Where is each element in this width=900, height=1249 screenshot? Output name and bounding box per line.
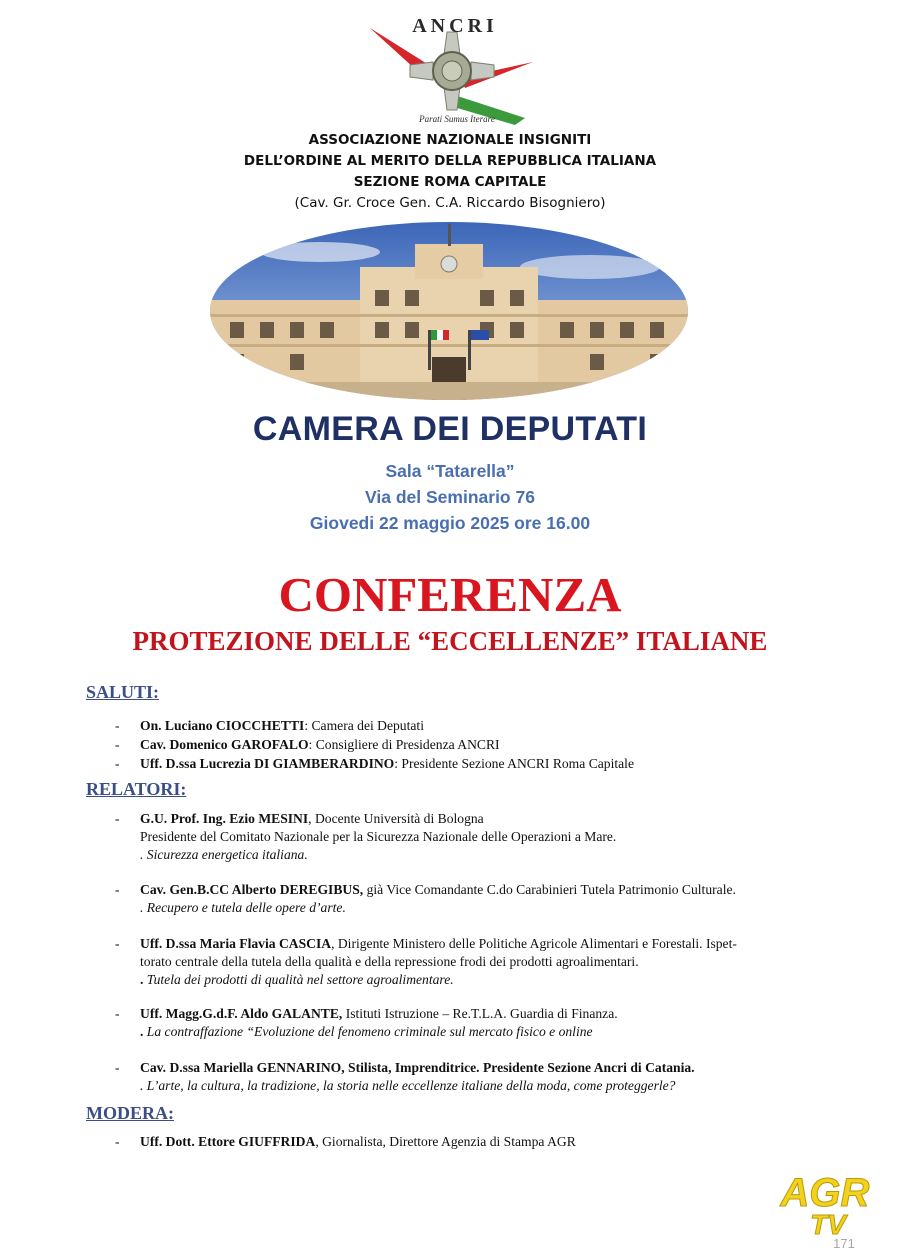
venue-date: Giovedi 22 maggio 2025 ore 16.00	[309, 513, 591, 533]
speaker-name: Uff. D.ssa Lucrezia DI GIAMBERARDINO	[140, 756, 395, 771]
saluti-heading: SALUTI:	[86, 682, 160, 702]
venue-room: Sala “Tatarella”	[385, 461, 515, 481]
talk-topic: . L’arte, la cultura, la tradizione, la storia nelle eccellenze italiane della moda, come proteggerle?	[140, 1078, 676, 1093]
speaker-name: Cav. Domenico GAROFALO	[140, 737, 309, 752]
speaker-role: : Camera dei Deputati	[304, 718, 424, 733]
org-header	[0, 130, 900, 214]
speaker-role: , Dirigente Ministero delle Politiche Agricole Alimentari e Forestali. Ispet-	[331, 936, 737, 951]
talk-topic: Tutela dei prodotti di qualità nel settore agroalimentare.	[146, 972, 454, 987]
speaker-name: Uff. D.ssa Maria Flavia CASCIA	[140, 936, 332, 951]
speaker-role-line-2: Presidente del Comitato Nazionale per la Sicurezza Nazionale delle Operazioni a Mare.	[140, 829, 617, 844]
speaker-name: Cav. D.ssa Mariella GENNARINO, Stilista, Imprenditrice. Presidente Sezione Ancri di Catania.	[140, 1060, 695, 1075]
topic-prefix: .	[140, 972, 147, 987]
montecitorio-building-image	[210, 222, 688, 400]
speaker-name: Uff. Magg.G.d.F. Aldo GALANTE,	[140, 1006, 343, 1021]
speaker-name: Cav. Gen.B.CC Alberto DEREGIBUS,	[140, 882, 364, 897]
logo-motto: Parati Sumus Iterare	[419, 114, 495, 124]
org-line-1: ASSOCIAZIONE NAZIONALE INSIGNITI	[308, 132, 592, 148]
speaker-role: già Vice Comandante C.do Carabinieri Tutela Patrimonio Culturale.	[363, 882, 736, 897]
venue-title: CAMERA DEI DEPUTATI	[252, 410, 648, 448]
speaker-role-line-2: torato centrale della tutela della qualità e della repressione frodi dei prodotti agroalimentari.	[140, 954, 639, 969]
conference-subtitle: PROTEZIONE DELLE “ECCELLENZE” ITALIANE	[132, 626, 768, 656]
agr-sub: TV	[810, 1209, 846, 1240]
agr-number: 171	[833, 1236, 855, 1249]
agr-brand: AGR	[780, 1171, 870, 1215]
speaker-role: : Consigliere di Presidenza ANCRI	[308, 737, 500, 752]
flyer-page: ANCRI Parati Sumus Iterare ASSOCIAZIONE NAZIONALE INSIGNITI DELL’ORDINE AL MERITO DELLA REPUBBLICA ITALIANA SEZIONE ROMA CAPITALE (Cav. Gr. Croce Gen. C.A. Riccardo Bisogniero) CAMERA DEI DEPUTATI Sala “Tatarella” Via del Seminario 76 Giovedi 22 maggio 2025 ore 16.00 CONFERENZA PROTEZIONE DELLE “ECCELLENZE” ITALIANE SALUTI: - On. Luciano CIOCCHETTI: Camera dei Deputati - Cav. Domenico GAROFALO: Consigliere di Presidenza ANCRI - Uff. D.ssa Lucrezia DI GIAMBERARDINO: Presidente Sezione ANCRI Roma Capitale RELATORI: - G.U. Prof. Ing. Ezio MESINI, Docente Università di Bologna Presidente del Comitato Nazionale per la Sicurezza Nazionale delle Operazioni a Mare. . Sicurezza energetica italiana. - Cav. Gen.B.CC Alberto DEREGIBUS, già Vice Comandante C.do Carabinieri Tutela Patrimonio Culturale. . Recupero e tutela delle opere d’arte. - Uff. D.ssa Maria Flavia CASCIA, Dirigente Ministero delle Politiche Agricole Alimentari e Forestali. Ispet- torato centrale della tutela della qualità e della repressione frodi dei prodotti agroalimentari. . Tutela dei prodotti di qualità nel settore agroalimentare. - Uff. Magg.G.d.F. Aldo GALANTE, Istituti Istruzione – Re.T.L.A. Guardia di Finanza. . La contraffazione “Evoluzione del fenomeno criminale sul mercato fisico e online - Cav. D.ssa Mariella GENNARINO, Stilista, Imprenditrice. Presidente Sezione Ancri di Catania. . L’arte, la cultura, la tradizione, la storia nelle eccellenze italiane della moda, come proteggerle? MODERA: - Uff. Dott. Ettore GIUFFRIDA, Giornalista, Direttore Agenzia di Stampa AGR AGR TV 171	[0, 0, 900, 1249]
ancri-logo	[365, 10, 535, 125]
speaker-role: : Presidente Sezione ANCRI Roma Capitale	[394, 756, 634, 771]
org-president-note: (Cav. Gr. Croce Gen. C.A. Riccardo Bisogniero)	[294, 195, 606, 211]
org-line-3: SEZIONE ROMA CAPITALE	[353, 174, 547, 190]
relatori-heading: RELATORI:	[86, 779, 187, 799]
venue-address: Via del Seminario 76	[365, 487, 535, 507]
talk-topic: . Sicurezza energetica italiana.	[140, 847, 308, 862]
logo-text: ANCRI	[412, 15, 498, 37]
speaker-name: G.U. Prof. Ing. Ezio MESINI	[140, 811, 309, 826]
speaker-name: Uff. Dott. Ettore GIUFFRIDA	[140, 1134, 316, 1149]
speaker-role: , Giornalista, Direttore Agenzia di Stampa AGR	[315, 1134, 576, 1149]
speaker-role: Istituti Istruzione – Re.T.L.A. Guardia di Finanza.	[342, 1006, 618, 1021]
topic-prefix: .	[140, 1024, 147, 1039]
modera-heading: MODERA:	[86, 1103, 174, 1123]
talk-topic: La contraffazione “Evoluzione del fenomeno criminale sul mercato fisico e online	[146, 1024, 593, 1039]
agr-tv-logo	[770, 1170, 890, 1249]
talk-topic: . Recupero e tutela delle opere d’arte.	[140, 900, 346, 915]
speaker-role: , Docente Università di Bologna	[308, 811, 484, 826]
org-line-2: DELL’ORDINE AL MERITO DELLA REPUBBLICA ITALIANA	[243, 153, 657, 169]
speaker-name: On. Luciano CIOCCHETTI	[140, 718, 305, 733]
conference-title: CONFERENZA	[278, 567, 622, 622]
